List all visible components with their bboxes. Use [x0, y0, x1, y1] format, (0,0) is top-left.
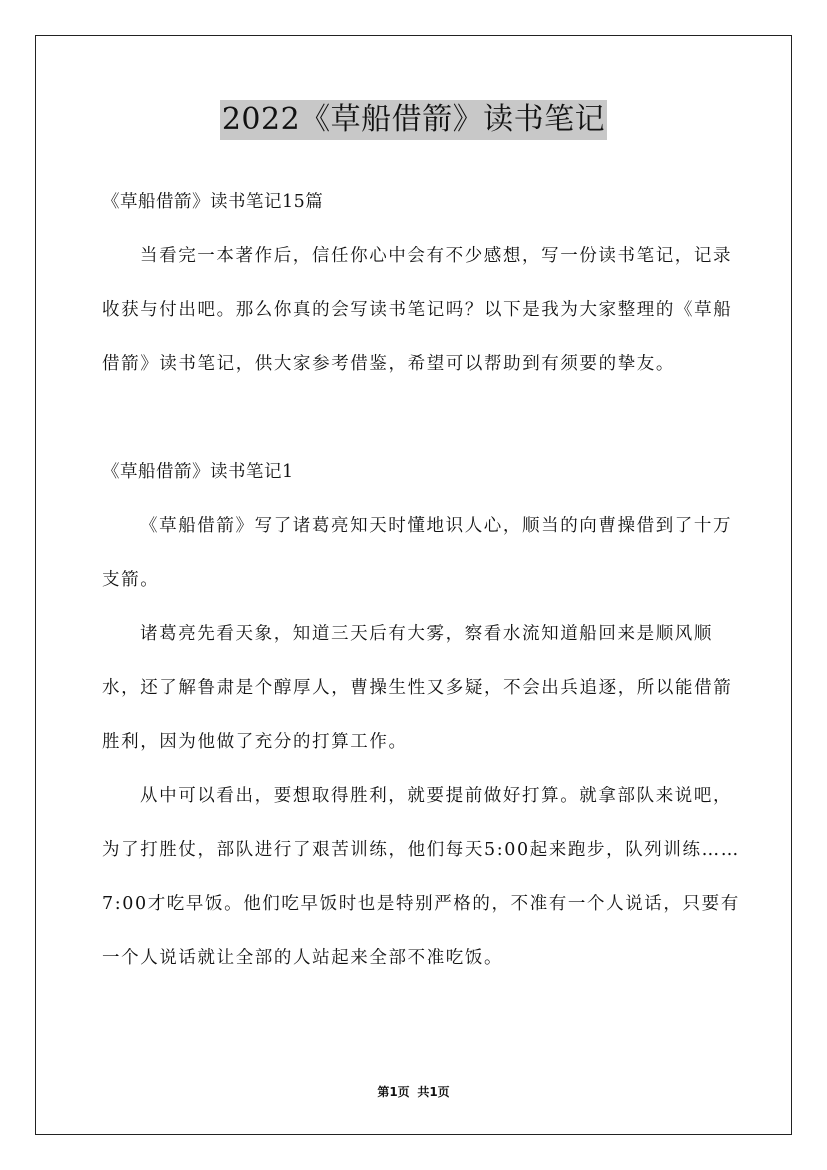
title-container	[0, 100, 827, 140]
body-paragraph: 诸葛亮先看天象，知道三天后有大雾，察看水流知道船回来是顺风顺水，还了解鲁肃是个醇厚人，曹操生性又多疑，不会出兵追逐，所以能借箭胜利，因为他做了充分的打算工作。	[102, 624, 733, 752]
document-title: 2022《草船借箭》读书笔记	[220, 100, 607, 140]
total-pages: 共1页	[417, 1085, 450, 1099]
body-paragraph: 《草船借箭》写了诸葛亮知天时懂地识人心，顺当的向曹操借到了十万支箭。	[102, 516, 733, 590]
section-spacer	[102, 391, 742, 445]
intro-paragraph: 当看完一本著作后，信任你心中会有不少感想，写一份读书笔记，记录收获与付出吧。那么你真的会写读书笔记吗？以下是我为大家整理的《草船借箭》读书笔记，供大家参考借鉴，希望可以帮助到有须要的挚友。	[102, 246, 733, 374]
page-number: 第1页	[377, 1085, 410, 1099]
body-paragraph: 从中可以看出，要想取得胜利，就要提前做好打算。就拿部队来说吧，为了打胜仗，部队进行了艰苦训练，他们每天5:00起来跑步，队列训练……7:00才吃早饭。他们吃早饭时也是特别严格的，不准有一个人说话，只要有一个人说话就让全部的人站起来全部不准吃饭。	[102, 786, 740, 968]
document-body	[102, 175, 742, 985]
section-title: 《草船借箭》读书笔记1	[102, 462, 294, 482]
collection-title: 《草船借箭》读书笔记15篇	[102, 192, 324, 212]
page-footer	[0, 1084, 827, 1100]
